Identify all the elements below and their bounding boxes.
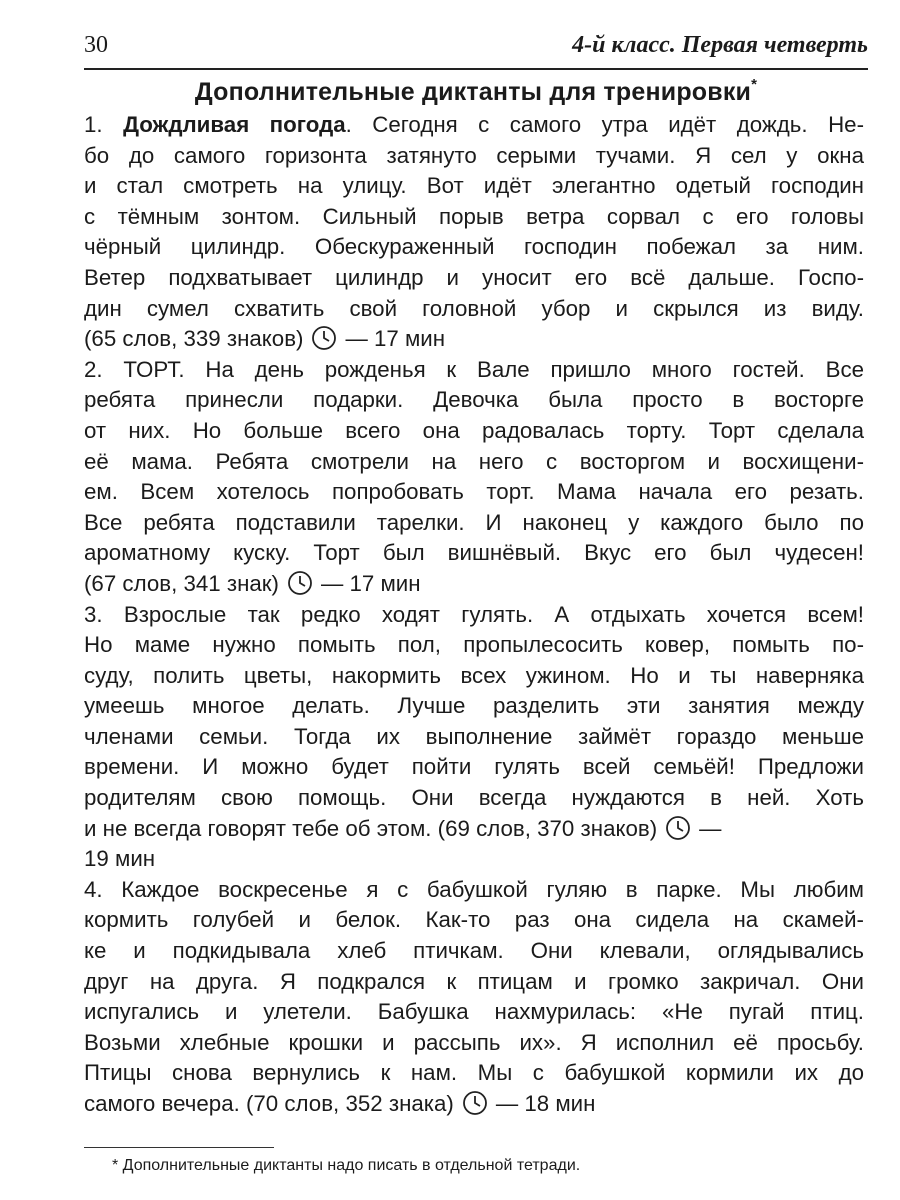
clock-icon bbox=[287, 570, 313, 596]
footnote-divider bbox=[84, 1147, 274, 1148]
clock-icon bbox=[665, 815, 691, 841]
text-line: дин сумел схватить свой головной убор и скрылся из виду. bbox=[84, 295, 864, 321]
dictation-stats-line bbox=[84, 569, 864, 600]
dictation-time: 19 мин bbox=[84, 846, 156, 872]
text-line: 1. Дождливая погода. Сегодня с самого утра идёт дождь. Не- bbox=[84, 112, 864, 137]
text-line: Все ребята подставили тарелки. И наконец у каждого было по bbox=[84, 509, 864, 535]
dictation-stats: (67 слов, 341 знак) bbox=[84, 570, 279, 596]
dictation-heading: Дождливая погода bbox=[123, 112, 346, 137]
text-line: с тёмным зонтом. Сильный порыв ветра сорвал с его головы bbox=[84, 203, 864, 229]
page-number: 30 bbox=[84, 32, 108, 58]
text-line: бо до самого горизонта затянуто серыми тучами. Я сел у окна bbox=[84, 142, 864, 168]
text-line: 3. Взрослые так редко ходят гулять. А отдыхать хочется всем! bbox=[84, 601, 864, 627]
dictation-time: — 18 мин bbox=[495, 1091, 596, 1116]
text-line: родителям свою помощь. Они всегда нуждаются в ней. Хоть bbox=[84, 785, 864, 811]
text-line: чёрный цилиндр. Обескураженный господин побежал за ним. bbox=[84, 234, 864, 260]
text-line: умеешь многое делать. Лучше разделить эти занятия между bbox=[84, 693, 864, 719]
dictations bbox=[84, 110, 864, 1120]
text-line: членами семьи. Тогда их выполнение займёт гораздо меньше bbox=[84, 723, 864, 749]
text-line: 4. Каждое воскресенье я с бабушкой гуляю в парке. Мы любим bbox=[84, 876, 864, 902]
dictation-stats-line bbox=[84, 1089, 864, 1120]
dictation-time-dash: — bbox=[699, 815, 722, 841]
footnote: * Дополнительные диктанты надо писать в отдельной тетради. bbox=[112, 1157, 581, 1174]
dictation-time: — 17 мин bbox=[345, 326, 446, 352]
dictation-stats: (65 слов, 339 знаков) bbox=[84, 326, 304, 352]
text-line: Ветер подхватывает цилиндр и уносит его всё дальше. Госпо- bbox=[84, 264, 864, 290]
dictation-stats: и не всегда говорят тебе об этом. (69 слов, 370 знаков) bbox=[84, 815, 658, 841]
dictation-stats-line bbox=[84, 814, 864, 845]
header-divider bbox=[84, 68, 868, 70]
text-line: ем. Всем хотелось попробовать торт. Мама начала его резать. bbox=[84, 479, 864, 505]
dictation-time: — 17 мин bbox=[320, 570, 421, 596]
text-line: Возьми хлебные крошки и рассыпь их». Я исполнил её просьбу. bbox=[84, 1029, 864, 1055]
text-line: ароматному куску. Торт был вишнёвый. Вкус его был чудесен! bbox=[84, 540, 864, 566]
dictation-stats: самого вечера. (70 слов, 352 знака) bbox=[84, 1091, 454, 1116]
page-header bbox=[84, 26, 868, 66]
text-line: Птицы снова вернулись к нам. Мы с бабушкой кормили их до bbox=[84, 1060, 864, 1086]
text-line: кормить голубей и белок. Как-то раз она сидела на скамей- bbox=[84, 907, 864, 933]
text-line: друг на друга. Я подкрался к птицам и громко закричал. Они bbox=[84, 968, 864, 994]
text-line: ке и подкидывала хлеб птичкам. Они клевали, оглядывались bbox=[84, 938, 864, 964]
text-line: её мама. Ребята смотрели на него с восторгом и восхищени- bbox=[84, 448, 864, 474]
running-title: 4-й класс. Первая четверть bbox=[572, 32, 868, 58]
dictation-1 bbox=[84, 110, 864, 355]
text-line: ребята принесли подарки. Девочка была просто в восторге bbox=[84, 387, 864, 413]
dictation-3 bbox=[84, 600, 864, 875]
text-line: от них. Но больше всего она радовалась торту. Торт сделала bbox=[84, 417, 864, 443]
text-line: суду, полить цветы, накормить всех ужином. Но и ты наверняка bbox=[84, 662, 864, 688]
text-line: испугались и улетели. Бабушка нахмурилась: «Не пугай птиц. bbox=[84, 999, 864, 1025]
clock-icon bbox=[311, 325, 337, 351]
text-line: и стал смотреть на улицу. Вот идёт элегантно одетый господин bbox=[84, 173, 864, 199]
footnote-mark: * bbox=[751, 76, 758, 93]
dictation-stats-line bbox=[84, 324, 864, 355]
text-line: Но маме нужно помыть пол, пропылесосить ковер, помыть по- bbox=[84, 632, 864, 658]
dictation-4 bbox=[84, 875, 864, 1120]
clock-icon bbox=[462, 1090, 488, 1116]
page-title: Дополнительные диктанты для тренировки* bbox=[194, 76, 758, 106]
text-line: времени. И можно будет пойти гулять всей семьёй! Предложи bbox=[84, 754, 864, 780]
dictation-2 bbox=[84, 355, 864, 600]
text-line: 2. ТОРТ. На день рожденья к Вале пришло много гостей. Все bbox=[84, 356, 864, 382]
